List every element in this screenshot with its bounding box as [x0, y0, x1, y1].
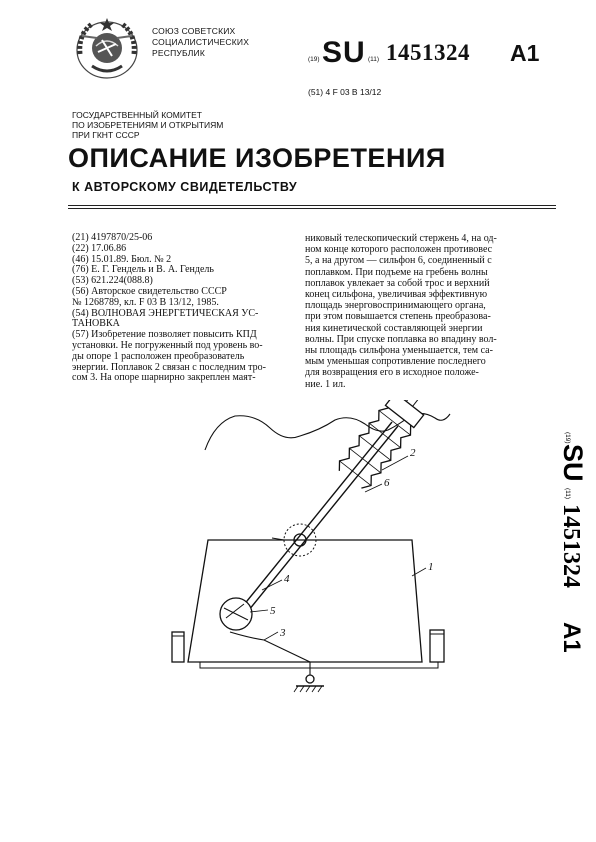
- bibliographic-data: [72, 233, 296, 384]
- abstract-line: поплавок увлекает за собой трос и верхний: [305, 277, 490, 289]
- country-code: SU: [322, 36, 366, 69]
- abstract-line: никовый телескопический стержень 4, на од-: [305, 233, 497, 244]
- abstract-line: площадь энерговоспринимающего органа,: [305, 300, 486, 312]
- abstract-line: ном конце которого расположен противовес: [305, 244, 493, 256]
- abstract-line: (57) Изобретение позволяет повысить КПД: [72, 330, 257, 341]
- abstract-line: 5, а на другом — сильфон 6, соединенный с: [305, 255, 492, 267]
- abstract-line: ны площадь сильфона уменьшается, тем са-: [305, 345, 493, 357]
- committee-line: ГОСУДАРСТВЕННЫЙ КОМИТЕТ: [72, 110, 202, 120]
- biblio-line: (53) 621.224(088.8): [72, 276, 153, 287]
- kind-code: A1: [510, 40, 540, 66]
- invention-title-line: ТАНОВКА: [72, 319, 120, 330]
- label-rod: 4: [284, 573, 290, 585]
- technical-drawing: [160, 400, 460, 700]
- divider-top: [68, 205, 556, 206]
- biblio-line: (76) Е. Г. Гендель и В. А. Гендель: [72, 265, 214, 276]
- vertical-patent-number: [546, 430, 586, 690]
- abstract-line: установки. Не погруженный под уровень во-: [72, 340, 263, 351]
- union-name: [152, 26, 249, 59]
- state-emblem: [72, 14, 142, 82]
- sidebar-code-11: (11): [564, 488, 571, 500]
- document-title: ОПИСАНИЕ ИЗОБРЕТЕНИЯ: [68, 143, 446, 173]
- abstract-continuation: [305, 233, 561, 390]
- abstract-line: при этом повышается степень преобразова-: [305, 311, 491, 323]
- emblem-icon: [72, 14, 142, 82]
- label-float: 2: [410, 447, 416, 459]
- abstract-line: мым уменьшая сопротивление последнего: [305, 356, 486, 368]
- label-bellows: 6: [384, 477, 390, 489]
- patent-number: 1451324: [386, 40, 470, 65]
- abstract-line: конец сильфона, увеличивая эффективную: [305, 289, 488, 301]
- abstract-line: для возвращения его в исходное положе-: [305, 367, 479, 379]
- abstract-line: ние. 1 ил.: [305, 378, 346, 390]
- committee-name: [72, 110, 223, 140]
- abstract-line: поплавком. При подъеме на гребень волны: [305, 266, 488, 278]
- drawing-svg: [160, 400, 460, 700]
- sidebar-patent-number: 1451324: [558, 504, 584, 588]
- vertical-number-svg: [546, 430, 586, 690]
- document-subtitle: К АВТОРСКОМУ СВИДЕТЕЛЬСТВУ: [72, 180, 298, 194]
- divider-bottom: [68, 208, 556, 209]
- biblio-line: (46) 15.01.89. Бюл. № 2: [72, 254, 172, 265]
- committee-line: ПРИ ГКНТ СССР: [72, 130, 140, 140]
- biblio-line: (21) 4197870/25-06: [72, 233, 153, 243]
- biblio-line: (56) Авторское свидетельство СССР: [72, 286, 227, 297]
- abstract-line: энергии. Поплавок 2 связан с последним тро-: [72, 362, 266, 373]
- label-support: 1: [428, 561, 434, 573]
- biblio-line: № 1268789, кл. F 03 B 13/12, 1985.: [72, 297, 219, 308]
- sidebar-kind: A1: [558, 622, 585, 653]
- abstract-line: ды опоре 1 расположен преобразователь: [72, 351, 245, 362]
- sidebar-code-19: (19): [564, 432, 571, 444]
- invention-title-line: (54) ВОЛНОВАЯ ЭНЕРГЕТИЧЕСКАЯ УС-: [72, 308, 259, 319]
- sidebar-country: SU: [558, 444, 586, 482]
- inid-code-11: (11): [368, 56, 380, 63]
- committee-line: ПО ИЗОБРЕТЕНИЯМ И ОТКРЫТИЯМ: [72, 120, 224, 130]
- inid-code-19: (19): [308, 56, 320, 63]
- label-cable: 3: [280, 627, 286, 639]
- label-counterweight: 5: [270, 605, 276, 617]
- union-line: РЕСПУБЛИК: [152, 48, 206, 58]
- abstract-line: сом 3. На опоре шарнирно закреплен маят-: [72, 373, 256, 384]
- union-line: СОЦИАЛИСТИЧЕСКИХ: [152, 37, 250, 47]
- union-line: СОЮЗ СОВЕТСКИХ: [152, 26, 236, 36]
- ipc-classification: (51) 4 F 03 B 13/12: [308, 87, 382, 97]
- biblio-line: (22) 17.06.86: [72, 243, 127, 254]
- abstract-line: ния кинетической составляющей энергии: [305, 322, 483, 334]
- abstract-line: волны. При спуске поплавка во впадину вол-: [305, 333, 497, 345]
